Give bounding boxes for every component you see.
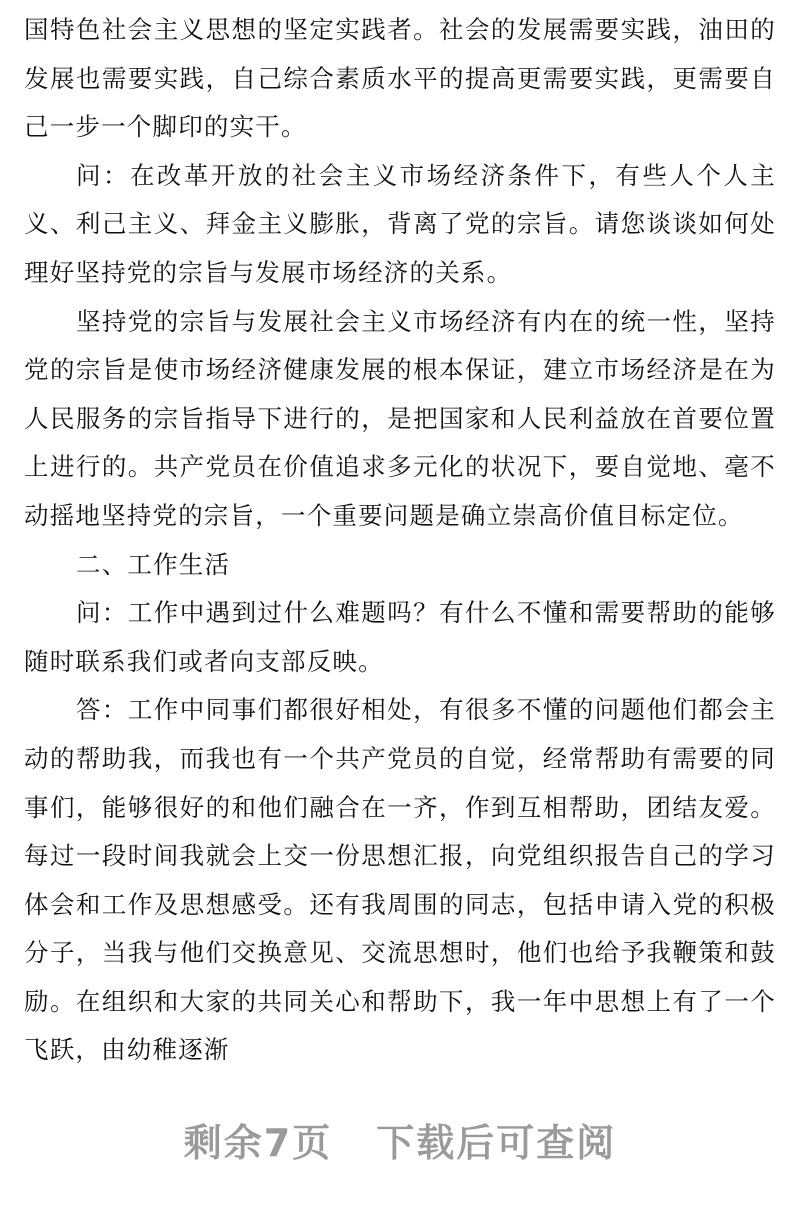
download-hint-label: 下载后可查阅 — [376, 1121, 617, 1165]
document-body — [24, 6, 776, 1075]
paragraph-question: 问：在改革开放的社会主义市场经济条件下，有些人个人主义、利己主义、拜金主义膨胀，背离了党的宗旨。请您谈谈如何处理好坚持党的宗旨与发展市场经济的关系。 — [24, 160, 776, 287]
paragraph-body: 国特色社会主义思想的坚定实践者。社会的发展需要实践，油田的发展也需要实践，自己综合素质水平的提高更需要实践，更需要自己一步一个脚印的实干。 — [24, 15, 776, 142]
preview-limit-banner[interactable] — [0, 1112, 800, 1167]
paragraph-question: 问：工作中遇到过什么难题吗？有什么不懂和需要帮助的能够随时联系我们或者向支部反映。 — [24, 598, 776, 676]
paragraph-answer: 坚持党的宗旨与发展社会主义市场经济有内在的统一性，坚持党的宗旨是使市场经济健康发展的根本保证，建立市场经济是在为人民服务的宗旨指导下进行的，是把国家和人民利益放在首要位置上进行的。共产党员在价值追求多元化的状况下，要自觉地、毫不动摇地坚持党的宗旨，一个重要问题是确立崇高价值目标定位。 — [24, 306, 776, 530]
section-heading: 二、工作生活 — [76, 549, 231, 579]
paragraph-answer: 答：工作中同事们都很好相处，有很多不懂的问题他们都会主动的帮助我，而我也有一个共产党员的自觉，经常帮助有需要的同事们，能够很好的和他们融合在一齐，作到互相帮助，团结友爱。每过一段时间我就会上交一份思想汇报，向党组织报告自己的学习体会和工作及思想感受。还有我周围的同志，包括申请入党的积极分子，当我与他们交换意见、交流思想时，他们也给予我鞭策和鼓励。在组织和大家的共同关心和帮助下，我一年中思想上有了一个飞跃，由幼稚逐渐 — [24, 695, 776, 1065]
remaining-pages-label: 剩余7页 — [183, 1121, 333, 1165]
